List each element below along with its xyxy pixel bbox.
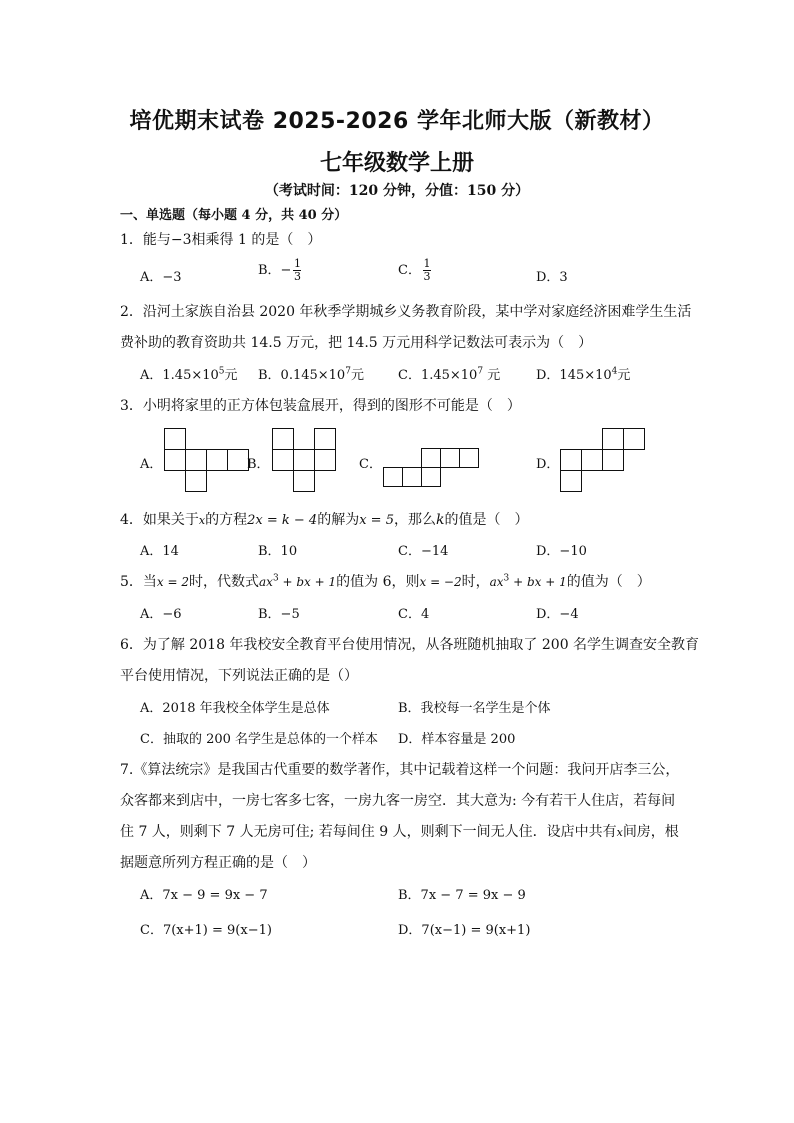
q6-option-b: B．我校每一名学生是个体 — [398, 701, 551, 716]
q3-option-d-label: D． — [536, 457, 560, 472]
question-4-stem — [120, 509, 528, 529]
q1-option-b-fraction — [293, 258, 301, 283]
q4-stem-end: ，那么 — [393, 512, 436, 528]
q4-stem-pre: 4．如果关于 — [120, 512, 199, 528]
q4-solution: x = 5 — [359, 513, 394, 528]
q2-c-exp: 7 — [477, 366, 484, 377]
q7-option-b: B．7x − 7 = 9x − 9 — [398, 888, 526, 903]
q3-net-d — [560, 428, 646, 494]
q7-option-d: D．7(x−1) = 9(x+1) — [398, 923, 531, 938]
q2-option-a — [140, 364, 238, 383]
q5-option-c: C．4 — [398, 607, 430, 622]
q5-option-b: B．−5 — [258, 607, 300, 622]
q3-option-a-label: A． — [140, 457, 163, 472]
q4-option-c: C．−14 — [398, 544, 449, 559]
q5-expr-exp: 3 — [272, 573, 279, 584]
q2-a-unit: 元 — [224, 368, 238, 383]
exam-time-score: （考试时间：120 分钟，分值：150 分） — [264, 183, 530, 199]
q6-option-d: D．样本容量是 200 — [398, 732, 516, 747]
q4-stem-mid: 的方程 — [205, 512, 248, 528]
q3-option-b-label: B． — [247, 457, 270, 472]
q5-expr2-repeat: + bx + 1 — [509, 575, 567, 589]
q5-cond2: x = −2 — [419, 575, 462, 589]
q2-option-d — [536, 364, 630, 383]
q4-stem-tail: 的值是（ ） — [444, 512, 529, 528]
q5-cond1: x = 2 — [156, 575, 190, 589]
q2-b-unit: 元 — [350, 368, 364, 383]
q3-option-c-label: C． — [359, 457, 382, 472]
q2-d-unit: 元 — [617, 368, 631, 383]
q1-c-numerator: 1 — [423, 257, 431, 270]
q2-a-base: A．1.45×10 — [140, 368, 219, 383]
section-title: 一、单选题（每小题 4 分，共 40 分） — [120, 208, 348, 223]
q1-option-c — [398, 258, 431, 283]
q1-option-b — [258, 258, 301, 283]
q7-line3-text: 住 7 人，则剩下 7 人无房可住; 若每间住 9 人，则剩下一间无人住．设店中共有 — [120, 824, 617, 840]
question-7-line3 — [120, 821, 679, 841]
q1-option-c-fraction — [423, 258, 431, 283]
q2-b-base: B．0.145×10 — [258, 368, 346, 383]
q6-option-a: A．2018 年我校全体学生是总体 — [140, 701, 330, 716]
q7-option-c: C．7(x+1) = 9(x−1) — [140, 923, 272, 938]
q1-b-denominator: 3 — [293, 270, 301, 283]
q2-c-base: C．1.45×10 — [398, 368, 478, 383]
q5-option-d: D．−4 — [536, 607, 579, 622]
question-7-line2: 众客都来到店中，一房七客多七客，一房九客一房空．其大意为: 今有若干人住店，若每间 — [120, 793, 676, 809]
q5-stem-mid: 时，代数式 — [189, 574, 260, 590]
q4-stem-mid2: 的解为 — [317, 512, 360, 528]
q4-variable: x — [198, 514, 206, 527]
q7-variable: x — [616, 826, 623, 839]
question-1-stem: 1．能与−3相乘得 1 的是（ ） — [120, 232, 322, 248]
q5-stem-end: 的值为（ ） — [566, 574, 651, 590]
q5-expr1: ax — [259, 575, 273, 589]
q1-option-b-prefix: B．− — [258, 263, 292, 278]
q5-expr2: + bx + 1 — [278, 575, 337, 589]
q2-option-c — [398, 364, 500, 383]
q3-net-b — [272, 428, 338, 494]
q1-option-d: D．3 — [536, 270, 568, 285]
q3-net-c — [383, 448, 479, 490]
question-5-stem — [120, 571, 651, 591]
q4-option-b: B．10 — [258, 544, 298, 559]
question-6-line1: 6．为了解 2018 年我校安全教育平台使用情况，从各班随机抽取了 200 名学生调查安全教育 — [120, 637, 700, 653]
exam-title: 培优期末试卷 2025-2026 学年北师大版（新教材） — [129, 109, 665, 134]
question-2-line1: 2．沿河土家族自治县 2020 年秋季学期城乡义务教育阶段，某中学对家庭经济困难学生生活 — [120, 304, 692, 320]
q5-option-a: A．−6 — [140, 607, 182, 622]
q7-line3-end: 间房，根 — [622, 824, 679, 840]
q4-option-d: D．−10 — [536, 544, 587, 559]
question-7-line1: 7.《算法统宗》是我国古代重要的数学著作，其中记载着这样一个问题：我问开店李三公， — [120, 762, 680, 778]
q1-option-c-prefix: C． — [398, 263, 421, 278]
question-2-line2: 费补助的教育资助共 14.5 万元，把 14.5 万元用科学记数法可表示为（ ） — [120, 335, 593, 351]
q3-net-a — [164, 428, 250, 494]
exam-subtitle-grade: 七年级数学上册 — [319, 151, 474, 176]
q5-expr1-repeat: ax — [489, 575, 504, 589]
q4-k: k — [435, 512, 445, 528]
q2-c-unit: 元 — [487, 368, 501, 383]
q6-option-c: C．抽取的 200 名学生是总体的一个样本 — [140, 732, 379, 747]
q1-c-denominator: 3 — [423, 270, 431, 283]
question-6-line2: 平台使用情况，下列说法正确的是（） — [120, 668, 358, 684]
q2-a-exp: 5 — [218, 366, 225, 377]
q2-b-exp: 7 — [345, 366, 351, 377]
q1-b-numerator: 1 — [293, 257, 301, 270]
q2-option-b — [258, 364, 364, 383]
q1-option-a: A．−3 — [140, 270, 182, 285]
q5-stem-mid3: 时， — [461, 574, 490, 590]
q4-option-a: A．14 — [140, 544, 179, 559]
q2-d-exp: 4 — [611, 366, 618, 377]
question-3-stem: 3．小明将家里的正方体包装盒展开，得到的图形不可能是（ ） — [120, 398, 521, 414]
q7-option-a: A．7x − 9 = 9x − 7 — [140, 888, 268, 903]
q5-expr-exp-repeat: 3 — [503, 573, 510, 584]
q2-d-base: D．145×10 — [536, 368, 612, 383]
q5-stem-mid2: 的值为 6，则 — [336, 574, 420, 590]
question-7-line4: 据题意所列方程正确的是（ ） — [120, 855, 316, 871]
q5-stem-pre: 5．当 — [120, 574, 157, 590]
q4-equation: 2x = k − 4 — [247, 513, 318, 528]
